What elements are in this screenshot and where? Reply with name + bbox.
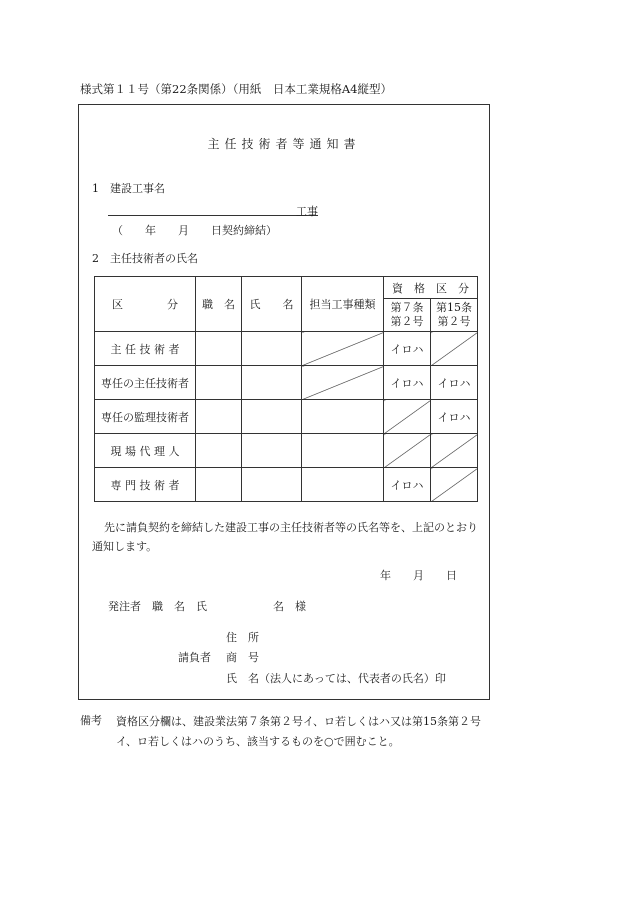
form-header: 様式第１１号（第22条関係）（用紙 日本工業規格A4縦型） (80, 82, 393, 96)
section-construction-name-label: 1 建設工事名 (92, 182, 165, 195)
construction-name-underline (108, 215, 318, 216)
tanto-cell[interactable] (302, 468, 384, 502)
section-engineer-names-label: 2 主任技術者の氏名 (92, 252, 198, 265)
tanto-cell-struck (302, 366, 384, 400)
shimei-cell[interactable] (242, 434, 302, 468)
header-art15: 第15条 第２号 (431, 299, 478, 332)
table-row (95, 434, 478, 468)
header-tanto: 担当工事種類 (302, 277, 384, 332)
orderer-line: 発注者 職 名 氏 名 様 (108, 600, 306, 613)
header-shimei: 氏 名 (242, 277, 302, 332)
art15-cell-struck (431, 468, 478, 502)
art15-cell[interactable]: イロハ (431, 400, 478, 434)
notice-date: 年 月 日 (380, 569, 457, 582)
contract-date-line: （ 年 月 日契約締結） (112, 224, 277, 237)
shokumei-cell[interactable] (196, 400, 242, 434)
table-row (95, 468, 478, 502)
document-title: 主任技術者等通知書 (207, 137, 361, 151)
row-label: 専任の監理技術者 (95, 400, 196, 434)
row-label: 専任の主任技術者 (95, 366, 196, 400)
tanto-cell[interactable] (302, 400, 384, 434)
row-label: 現 場 代 理 人 (95, 434, 196, 468)
art7-cell[interactable]: イロハ (384, 366, 431, 400)
art15-cell[interactable]: イロハ (431, 366, 478, 400)
shokumei-cell[interactable] (196, 468, 242, 502)
header-shokumei: 職 名 (196, 277, 242, 332)
contractor-trade-name-label: 商 号 (226, 651, 259, 664)
contractor-label: 請負者 (178, 651, 211, 664)
notice-text: 先に請負契約を締結した建設工事の主任技術者等の氏名等を、上記のとおり通知します。 (92, 521, 478, 553)
shimei-cell[interactable] (242, 366, 302, 400)
shimei-cell[interactable] (242, 468, 302, 502)
header-kubun: 区 分 (95, 277, 196, 332)
shokumei-cell[interactable] (196, 434, 242, 468)
construction-suffix: 工事 (296, 205, 318, 218)
row-label: 主 任 技 術 者 (95, 332, 196, 366)
engineer-table (94, 276, 478, 502)
art15-cell-struck (431, 332, 478, 366)
tanto-cell[interactable] (302, 434, 384, 468)
remarks-text: 資格区分欄は、建設業法第７条第２号イ、ロ若しくはハ又は第15条第２号イ、ロ若しくはハのうち、該当するものを○で囲むこと。 (116, 715, 482, 748)
art7-cell-struck (384, 434, 431, 468)
contractor-address-label: 住 所 (226, 631, 259, 644)
art7-cell-struck (384, 400, 431, 434)
table-row (95, 332, 478, 366)
shimei-cell[interactable] (242, 332, 302, 366)
row-label: 専 門 技 術 者 (95, 468, 196, 502)
art7-cell[interactable]: イロハ (384, 332, 431, 366)
tanto-cell-struck (302, 332, 384, 366)
table-row (95, 400, 478, 434)
art15-cell-struck (431, 434, 478, 468)
shokumei-cell[interactable] (196, 366, 242, 400)
header-art7: 第７条 第２号 (384, 299, 431, 332)
contractor-name-label: 氏 名（法人にあっては、代表者の氏名）印 (226, 672, 446, 685)
shimei-cell[interactable] (242, 400, 302, 434)
header-shikaku: 資 格 区 分 (384, 277, 478, 299)
shokumei-cell[interactable] (196, 332, 242, 366)
art7-cell[interactable]: イロハ (384, 468, 431, 502)
table-row (95, 366, 478, 400)
remarks-label: 備考 (80, 714, 102, 727)
